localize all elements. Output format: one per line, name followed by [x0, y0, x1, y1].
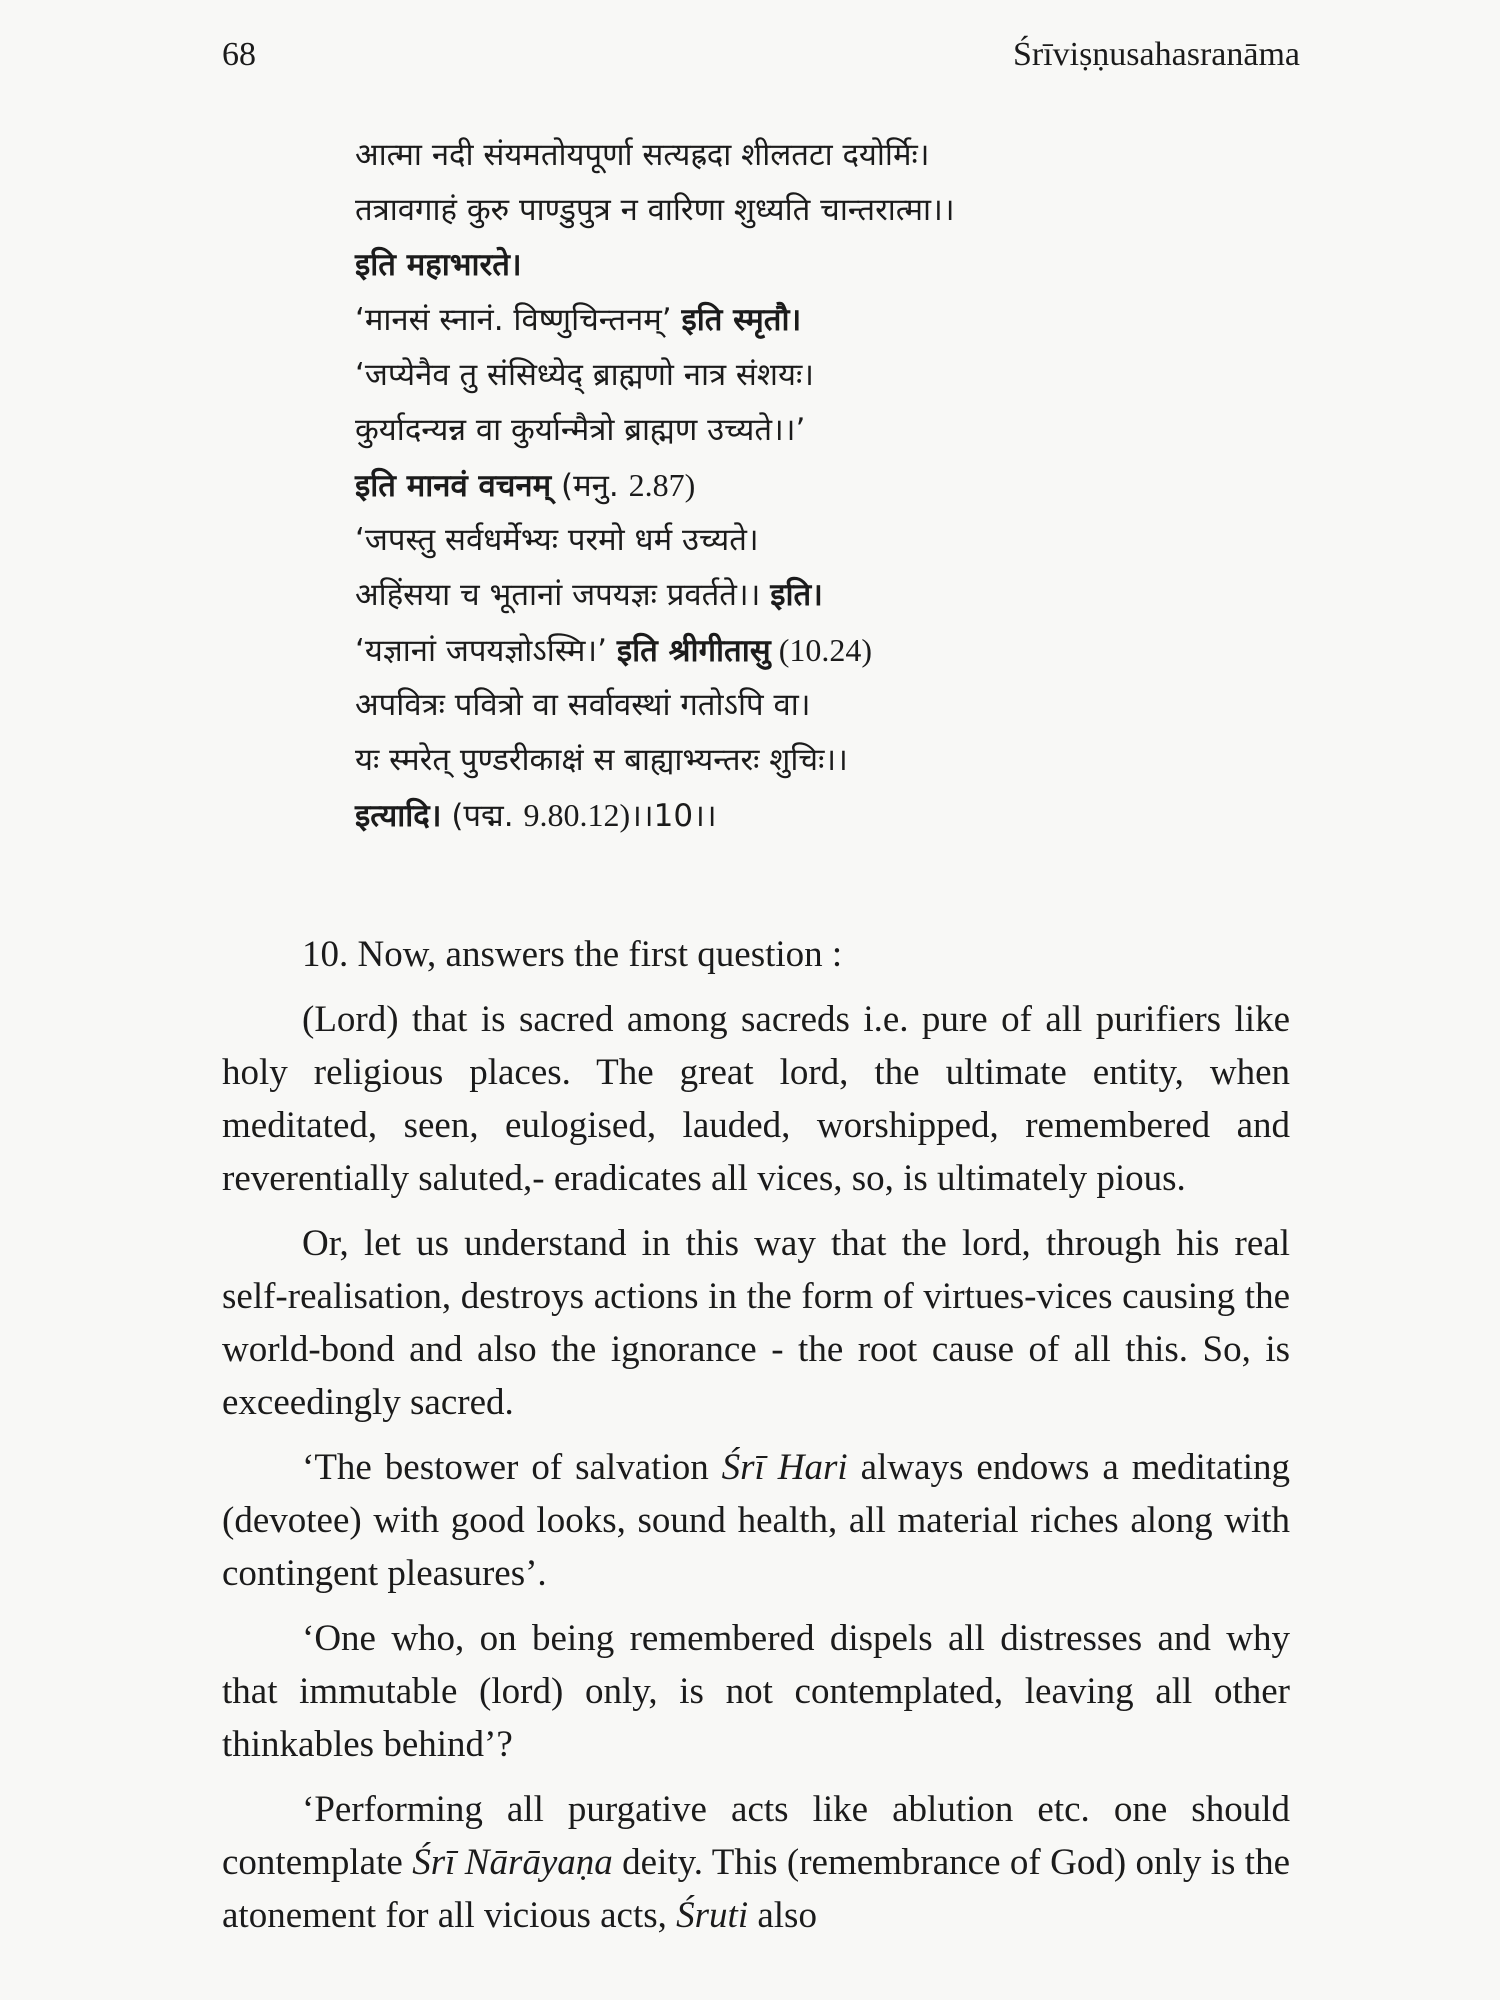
iti-marker: इति। [770, 577, 823, 613]
text-segment: also [748, 1895, 817, 1936]
name-sri-narayana: Śrī Nārāyaṇa [412, 1842, 613, 1883]
verse-ahimsaya: अहिंसया च भूतानां जपयज्ञः प्रवर्तते।। [355, 577, 771, 613]
sanskrit-line-13 [355, 788, 1315, 843]
running-title: Śrīviṣṇusahasranāma [1012, 36, 1300, 73]
sanskrit-line-7 [355, 458, 1315, 513]
text-segment: ‘The bestower of salvation [302, 1447, 722, 1488]
sanskrit-line-4 [355, 293, 1315, 348]
sanskrit-line-12: यः स्मरेत् पुण्डरीकाक्षं स बाह्याभ्यन्तरः शुचिः।। [355, 742, 848, 778]
source-mahabharata: इति महाभारते। [355, 247, 522, 283]
source-smrti: इति स्मृतौ। [681, 302, 802, 338]
citation-manu-number: 2.87) [628, 467, 696, 503]
ityadi-marker: इत्यादि। [355, 798, 442, 834]
citation-padma-number: 9.80.12) [523, 797, 631, 833]
paragraph-bestower-of-salvation [222, 1441, 1290, 1600]
name-sri-hari: Śrī Hari [721, 1447, 848, 1488]
sanskrit-line-8: ‘जपस्तु सर्वधर्मेभ्यः परमो धर्म उच्यते। [355, 522, 759, 558]
sanskrit-line-10 [355, 623, 1315, 678]
quote-yajnanam: ‘यज्ञानां जपयज्ञोऽस्मि।’ [355, 633, 617, 669]
english-commentary [222, 928, 1290, 1954]
sanskrit-line-5: ‘जप्येनैव तु संसिध्येद् ब्राह्मणो नात्र संशयः। [355, 357, 814, 393]
paragraph-dispels-distresses: ‘One who, on being remembered dispels all distresses and why that immutable (lord) only, is not contemplated, leaving all other thinkables behind’? [222, 1618, 1290, 1765]
paragraph-purgative-acts [222, 1783, 1290, 1942]
text-segment: deity. This (remembrance of God) only is the atonement for all vicious acts, [222, 1842, 1290, 1936]
text-segment: ‘Performing all purgative acts like ablution etc. one should contemplate [222, 1789, 1290, 1883]
sanskrit-line-11: अपवित्रः पवित्रो वा सर्वावस्थां गतोऽपि वा। [355, 687, 811, 723]
paragraph-sacred-among-sacreds: (Lord) that is sacred among sacreds i.e. pure of all purifiers like holy religious places. The great lord, the ultimate entity, when meditated, seen, eulogised, lauded, worshipped, remembered and reverentially saluted,- eradicates all vices, so, is ultimately pious. [222, 999, 1290, 1199]
text-segment: always endows a meditating (devotee) with good looks, sound health, all material riches along with contingent pleasures’. [222, 1447, 1290, 1594]
paragraph-self-realisation: Or, let us understand in this way that the lord, through his real self-realisation, destroys actions in the form of virtues-vices causing the world-bond and also the ignorance - the root cause of all this. So, is exceedingly sacred. [222, 1223, 1290, 1423]
citation-padma-label: (पद्म. [441, 798, 524, 834]
source-gita: इति श्रीगीतासु [616, 633, 771, 669]
citation-manu-label: (मनु. [551, 468, 629, 504]
sanskrit-line-1: आत्मा नदी संयमतोयपूर्णा सत्यह्रदा शीलतटा दयोर्मिः। [355, 137, 930, 173]
verse-number-marker: ।।10।। [630, 798, 717, 834]
quote-manasam-snanam: ‘मानसं स्नानं. विष्णुचिन्तनम्’ [355, 302, 682, 338]
sanskrit-line-3 [355, 238, 1315, 293]
sanskrit-verses [355, 128, 1315, 843]
term-sruti: Śruti [676, 1895, 749, 1936]
sanskrit-line-2: तत्रावगाहं कुरु पाण्डुपुत्र न वारिणा शुध्यति चान्तरात्मा।। [355, 192, 955, 228]
sanskrit-line-6: कुर्यादन्यन्न वा कुर्यान्मैत्रो ब्राह्मण उच्यते।।’ [355, 412, 806, 448]
page-number: 68 [222, 36, 256, 73]
source-manava-vacanam: इति मानवं वचनम् [355, 468, 552, 504]
citation-gita-number: (10.24) [770, 632, 873, 668]
sanskrit-line-9 [355, 568, 1315, 623]
commentary-heading: 10. Now, answers the first question : [302, 934, 843, 975]
